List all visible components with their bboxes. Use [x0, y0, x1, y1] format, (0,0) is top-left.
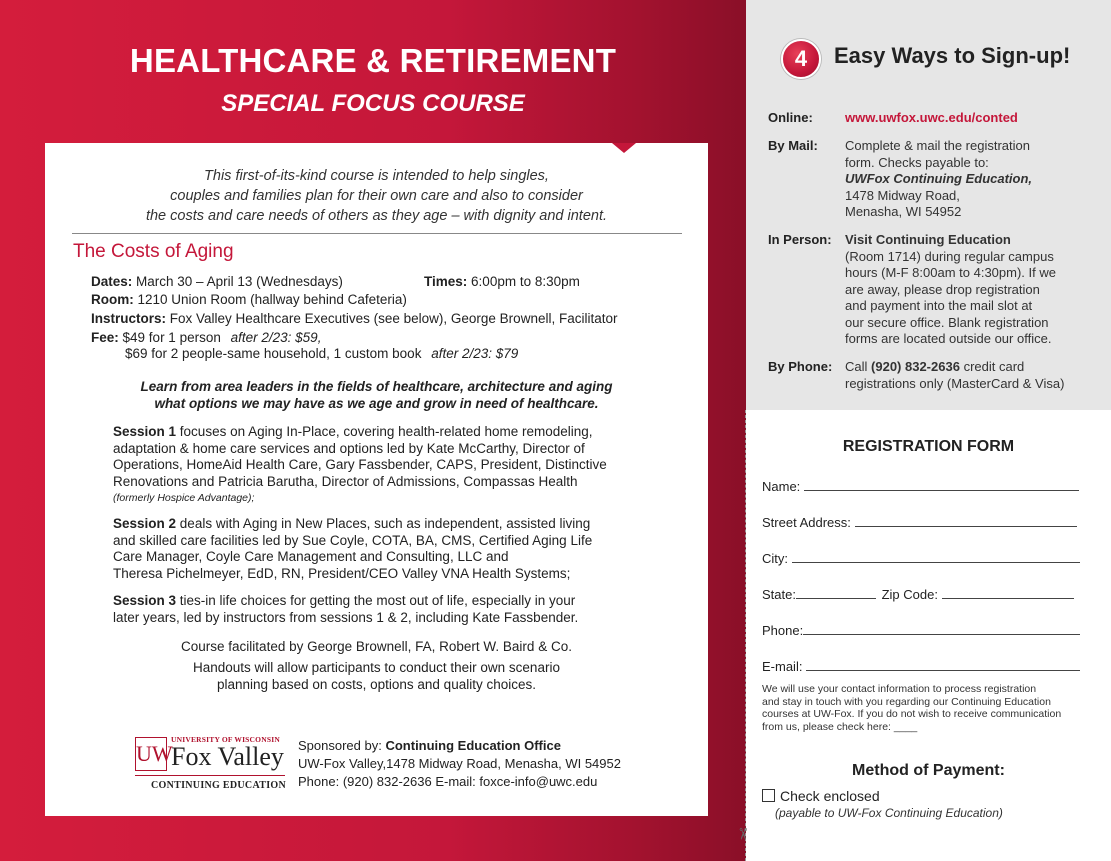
intro-text: This first-of-its-kind course is intended to help singles, couples and families plan for their own care and also to consider the costs and care needs of others as they age – with dignity and intent.	[145, 168, 608, 224]
city-field[interactable]: City:	[762, 550, 1080, 566]
in-person-label: In Person:	[768, 232, 832, 247]
online-label: Online:	[768, 110, 813, 125]
session-3: Session 3 ties-in life choices for getting the most out of life, especially in your later years, led by instructors from sessions 1 & 2, including Kate Fassbender.	[113, 593, 579, 625]
card-notch	[612, 143, 636, 153]
cut-line	[745, 410, 746, 861]
uw-fox-valley-logo: UW UNIVERSITY OF WISCONSIN Fox Valley CONTINUING EDUCATION	[136, 735, 286, 791]
online-link[interactable]: www.uwfox.uwc.edu/conted	[845, 110, 1018, 125]
fee-row-1: Fee: $49 for 1 person after 2/23: $59,	[91, 330, 322, 345]
email-field[interactable]: E-mail:	[762, 658, 1080, 674]
privacy-note: We will use your contact information to process registration and stay in touch with you regarding our Continuing Education courses at UW-Fox. If you do not wish to receive communication from us, please check here: ____	[762, 683, 1062, 733]
in-person-text: Visit Continuing Education (Room 1714) during regular campus hours (M-F 8:00am to 4:30pm). If we are away, please drop registration and payment into the mail slot at our secure office. Blank registration forms are located outside our office.	[845, 232, 1056, 346]
registration-title: REGISTRATION FORM	[842, 438, 1015, 455]
learn-text: Learn from area leaders in the fields of healthcare, architecture and aging what options we may have as we age and grow in need of healthcare.	[140, 379, 613, 411]
phone-label: By Phone:	[768, 359, 833, 374]
dates-row: Dates: March 30 – April 13 (Wednesdays)	[91, 274, 343, 289]
times-row: Times: 6:00pm to 8:30pm	[424, 274, 580, 289]
handouts-text: Handouts will allow participants to conduct their own scenario planning based on costs, options and quality choices.	[193, 660, 560, 692]
course-card	[45, 143, 708, 816]
sponsor-block: Sponsored by: Continuing Education Office UW-Fox Valley,1478 Midway Road, Menasha, WI 54952 Phone: (920) 832-2636 E-mail: foxce-info@uwc.edu	[298, 738, 621, 789]
fee-row-2: $69 for 2 people-same household, 1 custom book after 2/23: $79	[125, 346, 519, 361]
number-badge: 4	[781, 39, 821, 79]
check-enclosed-option[interactable]: Check enclosed	[762, 788, 880, 804]
facilitated-text: Course facilitated by George Brownell, FA, Robert W. Baird & Co.	[181, 639, 572, 654]
divider	[72, 233, 682, 234]
session-1: Session 1 focuses on Aging In-Place, covering health-related home remodeling, adaptation & home care services and options led by Kate McCarthy, Director of Operations, HomeAid Health Care, Gary Fassbender, CAPS, President, Distinctive Renovations and Patricia Barutha, Director of Admissions, Compassas Health (formerly Hospice Advantage);	[113, 424, 607, 504]
page-title: HEALTHCARE & RETIREMENT	[129, 42, 617, 79]
payment-title: Method of Payment:	[852, 762, 1005, 779]
session-2: Session 2 deals with Aging in New Places, such as independent, assisted living and skilled care facilities led by Sue Coyle, COTA, BA, CMS, Certified Aging Life Care Manager, Coyle Care Management and Consulting, LLC and Theresa Pichelmeyer, EdD, RN, President/CEO Valley VNA Health Systems;	[113, 516, 593, 581]
room-row: Room: 1210 Union Room (hallway behind Cafeteria)	[91, 292, 407, 307]
mail-label: By Mail:	[768, 138, 818, 153]
name-field[interactable]: Name:	[762, 478, 1079, 494]
street-field[interactable]: Street Address:	[762, 514, 1077, 530]
page-subtitle: SPECIAL FOCUS COURSE	[221, 90, 525, 117]
payable-note: (payable to UW-Fox Continuing Education)	[775, 806, 1003, 820]
scissors-icon: ✂	[733, 827, 751, 841]
phone-text: Call (920) 832-2636 credit card registrations only (MasterCard & Visa)	[845, 359, 1065, 391]
phone-field[interactable]: Phone:	[762, 622, 1080, 638]
instructors-row: Instructors: Fox Valley Healthcare Executives (see below), George Brownell, Facilitator	[91, 311, 618, 326]
state-zip-field[interactable]: State: Zip Code:	[762, 586, 1074, 602]
course-heading: The Costs of Aging	[73, 241, 234, 262]
signup-title: Easy Ways to Sign-up!	[834, 43, 1071, 68]
checkbox[interactable]	[762, 789, 775, 802]
mail-text: Complete & mail the registration form. Checks payable to: UWFox Continuing Education, 1478 Midway Road, Menasha, WI 54952	[845, 138, 1033, 219]
